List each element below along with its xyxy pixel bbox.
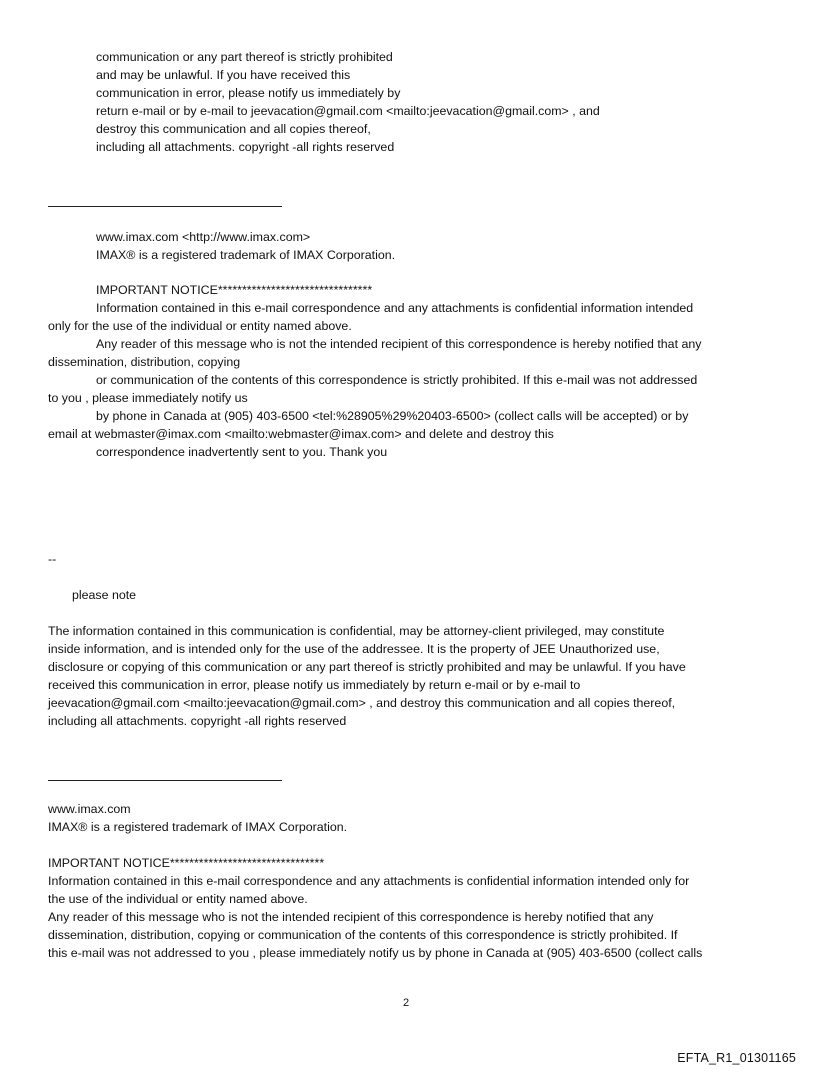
notice-line: Any reader of this message who is not the intended recipient of this correspondence is hereby notified that any <box>48 910 654 924</box>
notice-line: email at webmaster@imax.com <mailto:webmaster@imax.com> and delete and destroy this <box>48 427 554 441</box>
important-notice-heading: IMPORTANT NOTICE******************************** <box>48 856 325 870</box>
important-notice-heading: IMPORTANT NOTICE******************************** <box>96 283 373 297</box>
notice-line: the use of the individual or entity named above. <box>48 892 308 906</box>
quoted-disclaimer-line: communication in error, please notify us immediately by <box>96 86 401 100</box>
quoted-disclaimer-line: destroy this communication and all copies thereof, <box>96 122 371 136</box>
please-note: please note <box>72 588 137 602</box>
notice-line: only for the use of the individual or entity named above. <box>48 319 352 333</box>
disclaimer-line: received this communication in error, please notify us immediately by return e-mail or by e-mail to <box>48 678 581 692</box>
notice-line: dissemination, distribution, copying or communication of the contents of this correspondence is strictly prohibited. If <box>48 928 678 942</box>
notice-line: dissemination, distribution, copying <box>48 355 241 369</box>
notice-line: or communication of the contents of this correspondence is strictly prohibited. If this e-mail was not addressed <box>96 373 698 387</box>
quoted-disclaimer-line: communication or any part thereof is strictly prohibited <box>96 50 393 64</box>
disclaimer-line: inside information, and is intended only for the use of the addressee. It is the property of JEE Unauthorized use, <box>48 642 660 656</box>
quoted-disclaimer-line: return e-mail or by e-mail to jeevacation@gmail.com <mailto:jeevacation@gmail.com> , and <box>96 104 600 118</box>
signature-separator: -- <box>48 552 57 566</box>
disclaimer-line: jeevacation@gmail.com <mailto:jeevacation@gmail.com> , and destroy this communication and all copies thereof, <box>48 696 676 710</box>
quoted-disclaimer-line: and may be unlawful. If you have received this <box>96 68 351 82</box>
notice-line: Information contained in this e-mail correspondence and any attachments is confidential information intended only for <box>48 874 690 888</box>
page-number: 2 <box>403 997 410 1009</box>
signature-rule <box>48 206 282 207</box>
quoted-disclaimer-line: including all attachments. copyright -all rights reserved <box>96 140 395 154</box>
disclaimer-line: disclosure or copying of this communication or any part thereof is strictly prohibited and may be unlawful. If you have <box>48 660 686 674</box>
notice-line: to you , please immediately notify us <box>48 391 248 405</box>
notice-line: Any reader of this message who is not the intended recipient of this correspondence is hereby notified that any <box>96 337 702 351</box>
signature-rule <box>48 780 282 781</box>
disclaimer-line: The information contained in this communication is confidential, may be attorney-client privileged, may constitute <box>48 624 665 638</box>
notice-line: correspondence inadvertently sent to you. Thank you <box>96 445 388 459</box>
imax-trademark: IMAX® is a registered trademark of IMAX Corporation. <box>48 820 348 834</box>
notice-line: this e-mail was not addressed to you , please immediately notify us by phone in Canada at (905) 403-6500 (collect calls <box>48 946 703 960</box>
imax-website: www.imax.com <http://www.imax.com> <box>96 230 311 244</box>
notice-line: by phone in Canada at (905) 403-6500 <tel:%28905%29%20403-6500> (collect calls will be accepted) or by <box>96 409 689 423</box>
imax-trademark: IMAX® is a registered trademark of IMAX Corporation. <box>96 248 396 262</box>
imax-website: www.imax.com <box>48 802 131 816</box>
bates-stamp: EFTA_R1_01301165 <box>677 1051 796 1065</box>
notice-line: Information contained in this e-mail correspondence and any attachments is confidential information intended <box>96 301 694 315</box>
disclaimer-line: including all attachments. copyright -all rights reserved <box>48 714 347 728</box>
